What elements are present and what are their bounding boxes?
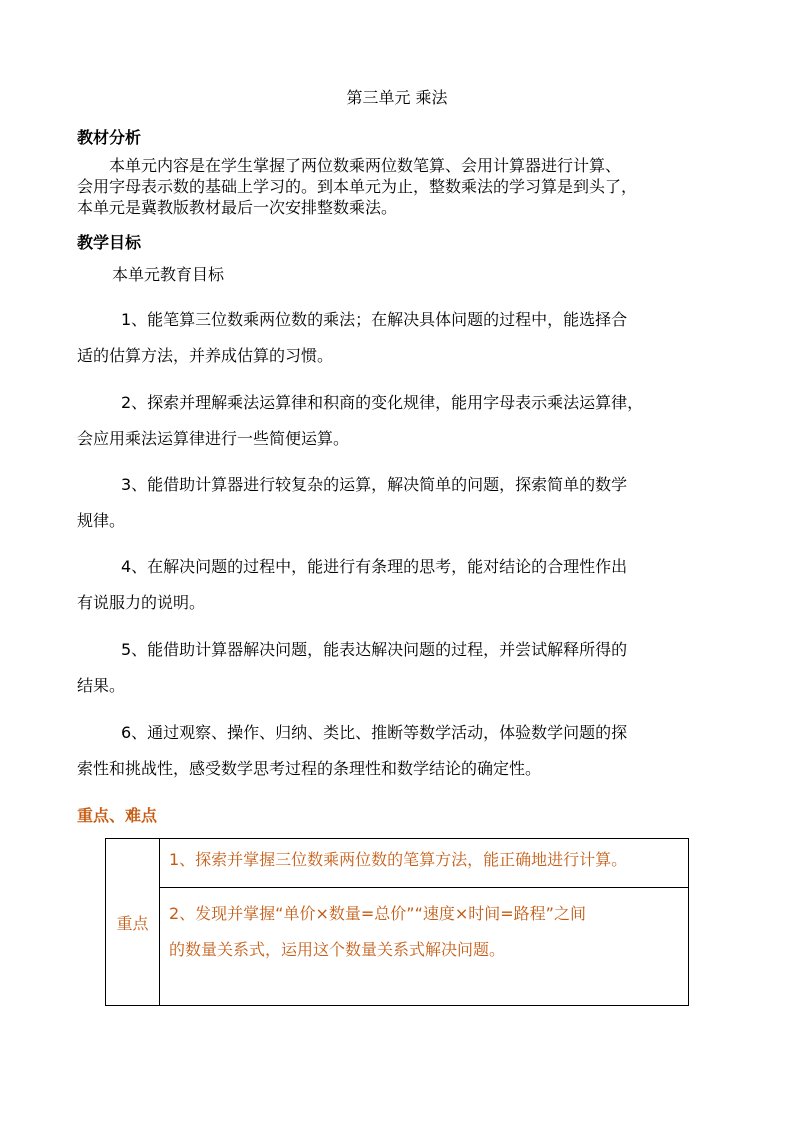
heading-analysis: 教材分析 (77, 128, 142, 147)
document-title: 第三单元 乘法 (346, 88, 448, 107)
goal-line: 4、在解决问题的过程中，能进行有条理的思考，能对结论的合理性作出 (121, 557, 628, 576)
analysis-line: 本单元是冀教版教材最后一次安排整数乘法。 (77, 198, 398, 217)
goal-line: 5、能借助计算器解决问题，能表达解决问题的过程，并尝试解释所得的 (121, 640, 628, 659)
goal-item (77, 385, 717, 457)
goal-line: 6、通过观察、操作、归纳、类比、推断等数学活动，体验数学问题的探 (121, 723, 628, 742)
goal-line: 适的估算方法，并养成估算的习惯。 (77, 346, 334, 365)
goal-line: 有说服力的说明。 (77, 593, 206, 612)
key-point-line: 2、发现并掌握“单价×数量=总价”“速度×时间=路程”之间 (169, 904, 586, 923)
goal-line: 2、探索并理解乘法运算律和积商的变化规律，能用字母表示乘法运算律， (121, 393, 644, 412)
goal-item (77, 467, 717, 539)
goal-line: 规律。 (77, 511, 126, 530)
analysis-paragraph (77, 155, 717, 218)
key-point-line: 的数量关系式，运用这个数量关系式解决问题。 (169, 940, 506, 959)
goal-line: 会应用乘法运算律进行一些简便运算。 (77, 429, 350, 448)
goal-item (77, 715, 717, 787)
goal-line: 1、能笔算三位数乘两位数的乘法；在解决具体问题的过程中，能选择合 (121, 310, 628, 329)
goal-line: 3、能借助计算器进行较复杂的运算，解决简单的问题，探索简单的数学 (121, 475, 628, 494)
heading-key-points: 重点、难点 (77, 806, 158, 825)
goals-subheading: 本单元教育目标 (112, 265, 225, 284)
analysis-line: 会用字母表示数的基础上学习的。到本单元为止，整数乘法的学习算是到头了， (77, 177, 638, 196)
heading-goals: 教学目标 (77, 233, 142, 252)
key-points-table (105, 838, 689, 1006)
key-points-label: 重点 (106, 839, 160, 1006)
goal-item (77, 302, 717, 374)
goal-line: 结果。 (77, 676, 126, 695)
analysis-line: 本单元内容是在学生掌握了两位数乘两位数笔算、会用计算器进行计算、 (109, 156, 622, 175)
goal-item (77, 632, 717, 704)
key-point-row-1: 1、探索并掌握三位数乘两位数的笔算方法，能正确地进行计算。 (160, 839, 689, 888)
goal-item (77, 549, 717, 621)
key-point-row-2 (160, 888, 689, 1006)
goal-line: 索性和挑战性，感受数学思考过程的条理性和数学结论的确定性。 (77, 759, 542, 778)
